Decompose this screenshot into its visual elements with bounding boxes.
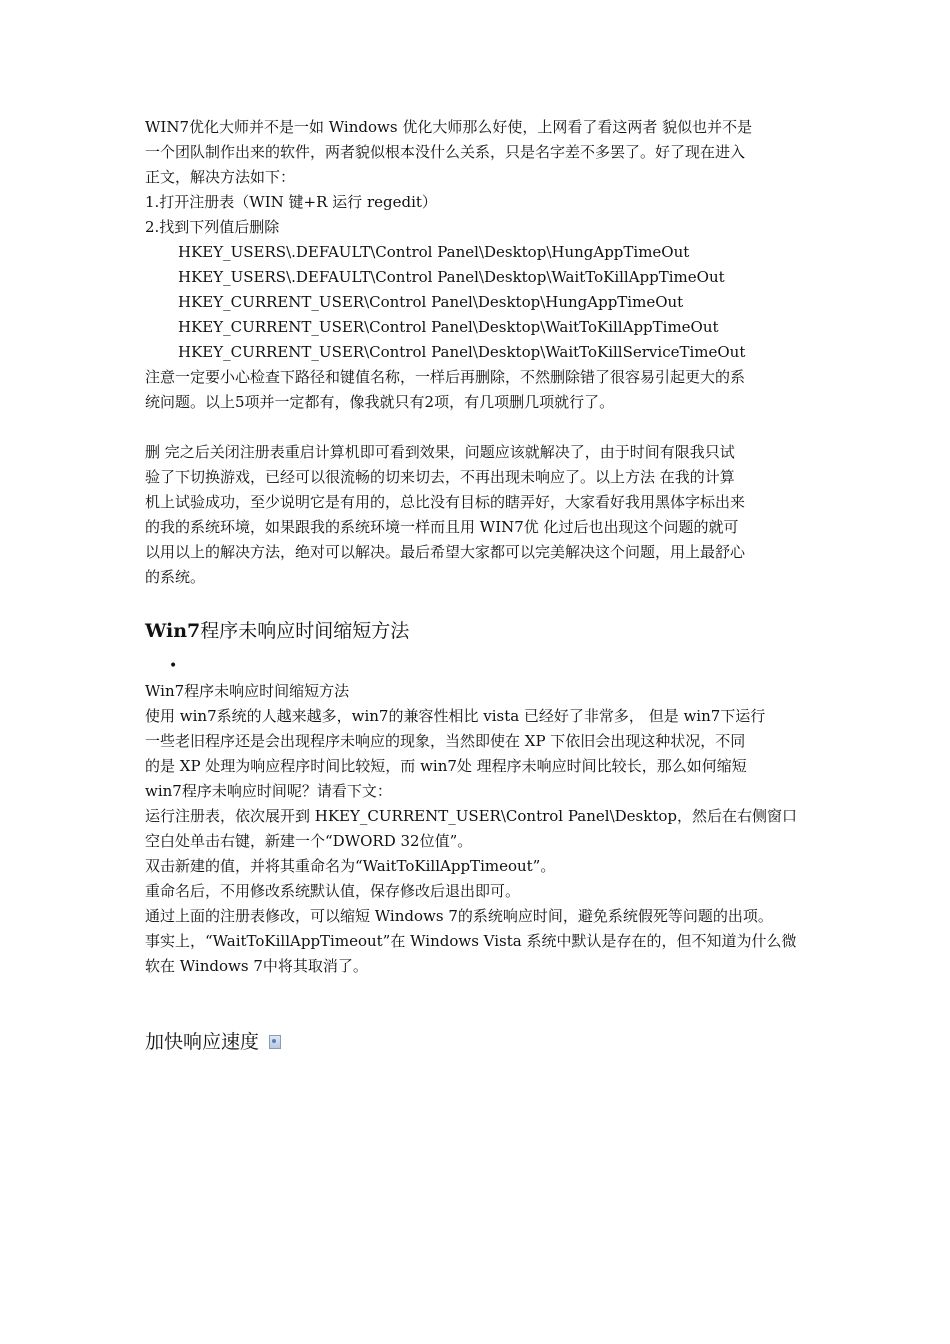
step-1: 1.打开注册表（WIN 键+R 运行 regedit） xyxy=(145,193,437,211)
text-line: Win7程序未响应时间缩短方法 xyxy=(145,682,350,700)
text-line: 空白处单击右键，新建一个“DWORD 32位值”。 xyxy=(145,832,473,850)
text-line: 使用 win7系统的人越来越多，win7的兼容性相比 vista 已经好了非常多， 但是 win7下运行 xyxy=(145,707,766,725)
text-line: 的系统。 xyxy=(145,568,206,586)
bullet-point: • xyxy=(169,658,178,674)
result-paragraph xyxy=(145,440,810,590)
text-line: 以用以上的解决方法，绝对可以解决。最后希望大家都可以完美解决这个问题，用上最舒心 xyxy=(145,543,746,561)
intro-paragraph xyxy=(145,115,810,240)
section-heading xyxy=(145,618,810,644)
text-line: 验了下切换游戏，已经可以很流畅的切来切去，不再出现未响应了。以上方法 在我的计算 xyxy=(145,468,735,486)
section-heading-text: 程序未响应时间缩短方法 xyxy=(200,620,410,642)
text-line: 删 完之后关闭注册表重启计算机即可看到效果，问题应该就解决了，由于时间有限我只试 xyxy=(145,443,735,461)
step-2: 2.找到下列值后删除 xyxy=(145,218,280,236)
paragraph-gap xyxy=(145,415,810,440)
text-line: 正文，解决方法如下： xyxy=(145,168,296,186)
registry-key: HKEY_CURRENT_USER\Control Panel\Desktop\WaitToKillServiceTimeOut xyxy=(178,343,746,361)
text-line: 重命名后，不用修改系统默认值，保存修改后退出即可。 xyxy=(145,882,521,900)
text-line: 双击新建的值，并将其重命名为“WaitToKillAppTimeout”。 xyxy=(145,857,556,875)
text-line: WIN7优化大师并不是一如 Windows 优化大师那么好使，上网看了看这两者 貌似也并不是 xyxy=(145,118,753,136)
note-paragraph xyxy=(145,365,810,415)
text-line: 一些老旧程序还是会出现程序未响应的现象，当然即使在 XP 下依旧会出现这种状况，不同 xyxy=(145,732,746,750)
text-line: 运行注册表，依次展开到 HKEY_CURRENT_USER\Control Panel\Desktop，然后在右侧窗口 xyxy=(145,807,797,825)
text-line: 事实上，“WaitToKillAppTimeout”在 Windows Vista 系统中默认是存在的，但不知道为什么微 xyxy=(145,932,797,950)
text-line: 通过上面的注册表修改，可以缩短 Windows 7的系统响应时间，避免系统假死等问题的出项。 xyxy=(145,907,773,925)
section-heading-bold: Win7 xyxy=(145,620,201,642)
section-body xyxy=(145,679,810,979)
image-placeholder-icon xyxy=(269,1035,281,1049)
text-line: 软在 Windows 7中将其取消了。 xyxy=(145,957,368,975)
text-line: 的是 XP 处理为响应程序时间比较短，而 win7处 理程序未响应时间比较长，那么如何缩短 xyxy=(145,757,747,775)
speed-heading xyxy=(145,1029,810,1055)
registry-key: HKEY_CURRENT_USER\Control Panel\Desktop\WaitToKillAppTimeOut xyxy=(178,318,719,336)
text-line: win7程序未响应时间呢？请看下文： xyxy=(145,782,392,800)
registry-key-list xyxy=(145,240,810,365)
text-line: 机上试验成功，至少说明它是有用的，总比没有目标的瞎弄好，大家看好我用黑体字标出来 xyxy=(145,493,746,511)
registry-key: HKEY_USERS\.DEFAULT\Control Panel\Desktop\WaitToKillAppTimeOut xyxy=(178,268,725,286)
text-line: 注意一定要小心检查下路径和键值名称，一样后再删除，不然删除错了很容易引起更大的系 xyxy=(145,368,746,386)
text-line: 一个团队制作出来的软件，两者貌似根本没什么关系，只是名字差不多罢了。好了现在进入 xyxy=(145,143,746,161)
registry-key: HKEY_CURRENT_USER\Control Panel\Desktop\HungAppTimeOut xyxy=(178,293,684,311)
document-page xyxy=(145,115,810,1055)
text-line: 的我的系统环境，如果跟我的系统环境一样而且用 WIN7优 化过后也出现这个问题的就可 xyxy=(145,518,739,536)
speed-heading-text: 加快响应速度 xyxy=(145,1031,260,1053)
text-line: 统问题。以上5项并一定都有，像我就只有2项，有几项删几项就行了。 xyxy=(145,393,615,411)
registry-key: HKEY_USERS\.DEFAULT\Control Panel\Desktop\HungAppTimeOut xyxy=(178,243,690,261)
